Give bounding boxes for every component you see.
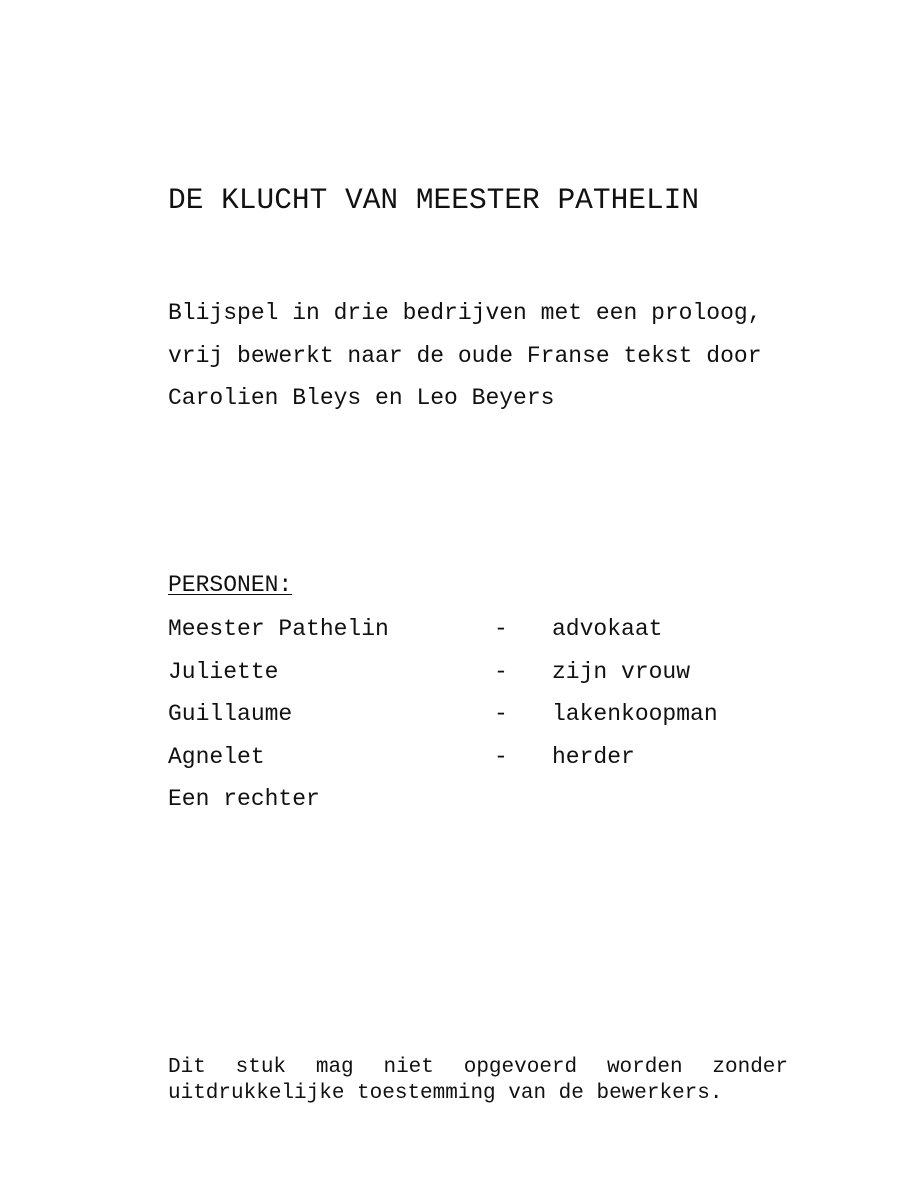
cast-row xyxy=(168,655,788,698)
cast-list xyxy=(168,612,788,825)
notice-line: uitdrukkelijke toestemming van de bewerkers. xyxy=(168,1082,723,1105)
cast-role: lakenkoopman xyxy=(552,701,718,727)
cast-role: advokaat xyxy=(552,616,663,642)
cast-role: herder xyxy=(552,743,635,770)
cast-name: Een rechter xyxy=(168,786,320,812)
subtitle-line: vrij bewerkt naar de oude Franse tekst door xyxy=(168,342,762,369)
cast-dash: - xyxy=(494,701,508,727)
cast-name: Agnelet xyxy=(168,743,265,770)
cast-name: Guillaume xyxy=(168,701,293,727)
cast-row xyxy=(168,612,788,655)
cast-row xyxy=(168,697,788,740)
subtitle-line: Carolien Bleys en Leo Beyers xyxy=(168,385,555,411)
cast-dash: - xyxy=(494,658,508,685)
cast-dash: - xyxy=(494,743,508,770)
subtitle-line: Blijspel in drie bedrijven met een proloog, xyxy=(168,300,762,326)
notice-line: Dit stuk mag niet opgevoerd worden zonder xyxy=(168,1056,788,1079)
performance-notice xyxy=(168,1055,788,1107)
cast-name: Meester Pathelin xyxy=(168,616,389,642)
cast-row xyxy=(168,740,788,783)
play-title: DE KLUCHT VAN MEESTER PATHELIN xyxy=(168,183,700,217)
play-subtitle xyxy=(168,292,762,420)
cast-role: zijn vrouw xyxy=(552,658,691,685)
cast-row xyxy=(168,782,788,825)
cast-name: Juliette xyxy=(168,658,279,685)
cast-dash: - xyxy=(494,616,508,642)
personen-heading: PERSONEN: xyxy=(168,572,293,598)
